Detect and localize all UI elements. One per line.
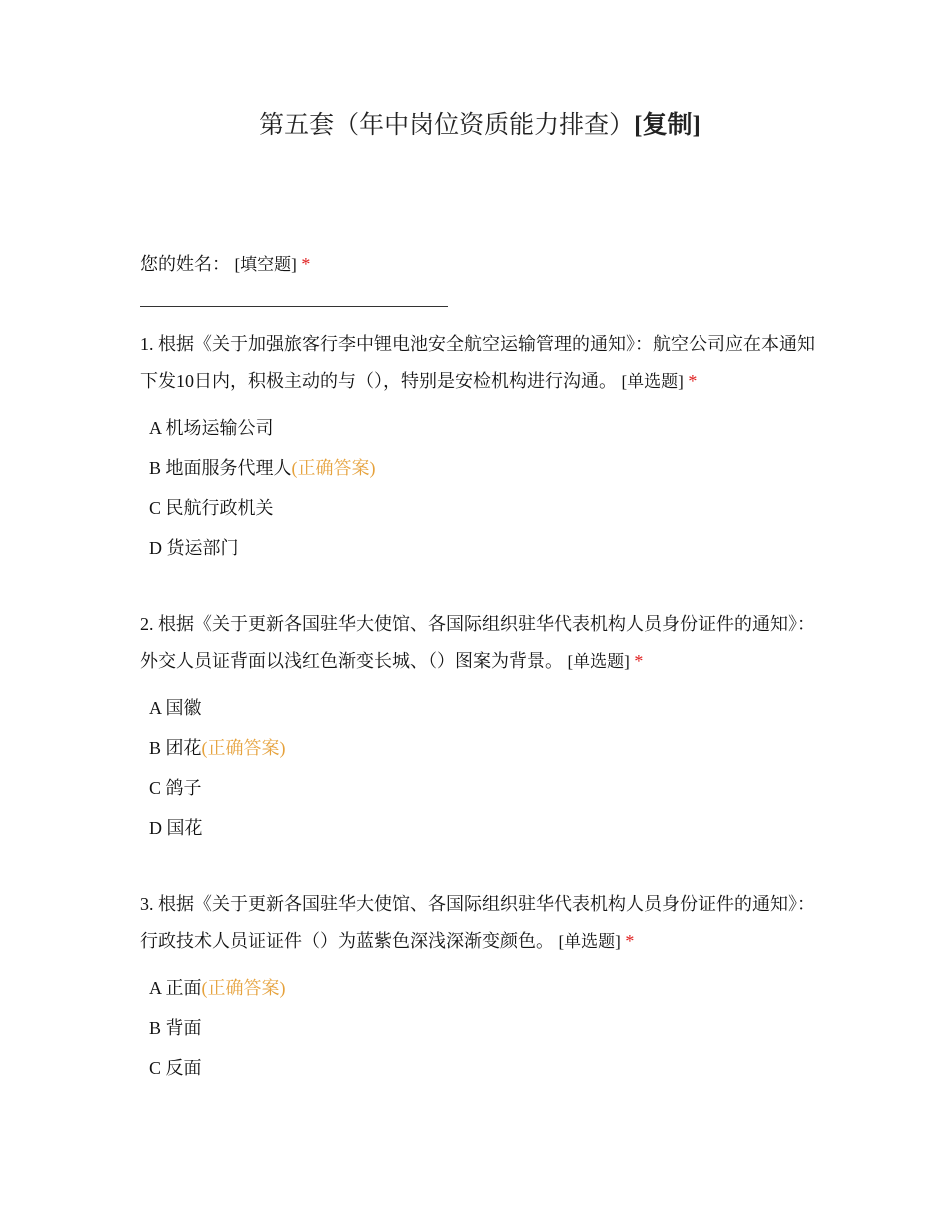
- option-list: [140, 968, 830, 1088]
- option-label: 团花: [165, 738, 202, 758]
- option-a[interactable]: [149, 968, 830, 1008]
- correct-answer-mark: (正确答案): [201, 978, 286, 998]
- option-label: 机场运输公司: [165, 418, 274, 438]
- question-text: [140, 326, 830, 400]
- required-marker: *: [634, 651, 644, 671]
- question-number: 3.: [140, 894, 154, 914]
- option-letter: C: [149, 778, 162, 798]
- option-letter: A: [149, 698, 162, 718]
- option-label: 背面: [165, 1018, 202, 1038]
- option-letter: B: [149, 1018, 162, 1038]
- question-number: 1.: [140, 334, 154, 354]
- option-letter: B: [149, 738, 162, 758]
- required-marker: *: [625, 931, 635, 951]
- option-label: 国花: [166, 818, 203, 838]
- title-main: 第五套（年中岗位资质能力排查）: [259, 112, 635, 139]
- question-text: [140, 606, 830, 680]
- option-c[interactable]: [149, 1048, 830, 1088]
- name-question: [140, 250, 310, 279]
- required-marker: *: [688, 371, 698, 391]
- question-body: 根据《关于加强旅客行李中锂电池安全航空运输管理的通知》：航空公司应在本通知下发10日内，积极主动的与（），特别是安检机构进行沟通。: [140, 334, 815, 391]
- correct-answer-mark: (正确答案): [291, 458, 376, 478]
- option-list: [140, 408, 830, 568]
- option-a[interactable]: [149, 688, 830, 728]
- title-copy-tag: [复制]: [634, 112, 701, 139]
- question-type-tag: [单选题]: [621, 372, 684, 391]
- option-letter: D: [149, 818, 162, 838]
- option-label: 地面服务代理人: [165, 458, 292, 478]
- question-type-tag: [单选题]: [567, 652, 630, 671]
- option-letter: A: [149, 418, 162, 438]
- option-b[interactable]: [149, 728, 830, 768]
- question-2: [140, 606, 830, 848]
- question-number: 2.: [140, 614, 154, 634]
- option-label: 民航行政机关: [165, 498, 274, 518]
- option-d[interactable]: [149, 528, 830, 568]
- question-type-tag: [填空题]: [234, 255, 297, 274]
- option-b[interactable]: [149, 1008, 830, 1048]
- option-a[interactable]: [149, 408, 830, 448]
- option-label: 货运部门: [166, 538, 239, 558]
- question-1: [140, 326, 830, 568]
- question-3: [140, 886, 830, 1088]
- option-d[interactable]: [149, 808, 830, 848]
- option-b[interactable]: [149, 448, 830, 488]
- question-type-tag: [单选题]: [558, 932, 621, 951]
- option-letter: D: [149, 538, 162, 558]
- option-list: [140, 688, 830, 848]
- required-marker: *: [301, 254, 311, 274]
- option-c[interactable]: [149, 768, 830, 808]
- option-letter: A: [149, 978, 162, 998]
- option-letter: B: [149, 458, 162, 478]
- option-letter: C: [149, 498, 162, 518]
- option-label: 鸽子: [165, 778, 202, 798]
- question-body: 根据《关于更新各国驻华大使馆、各国际组织驻华代表机构人员身份证件的通知》：外交人员证背面以浅红色渐变长城、（）图案为背景。: [140, 614, 815, 671]
- option-label: 反面: [165, 1058, 202, 1078]
- question-text: [140, 886, 830, 960]
- option-letter: C: [149, 1058, 162, 1078]
- name-answer-line[interactable]: [140, 306, 448, 307]
- option-label: 国徽: [165, 698, 202, 718]
- correct-answer-mark: (正确答案): [201, 738, 286, 758]
- option-label: 正面: [165, 978, 202, 998]
- option-c[interactable]: [149, 488, 830, 528]
- question-body: 根据《关于更新各国驻华大使馆、各国际组织驻华代表机构人员身份证件的通知》：行政技术人员证证件（）为蓝紫色深浅深渐变颜色。: [140, 894, 815, 951]
- page-title: [0, 108, 950, 144]
- name-label: 您的姓名：: [140, 254, 230, 274]
